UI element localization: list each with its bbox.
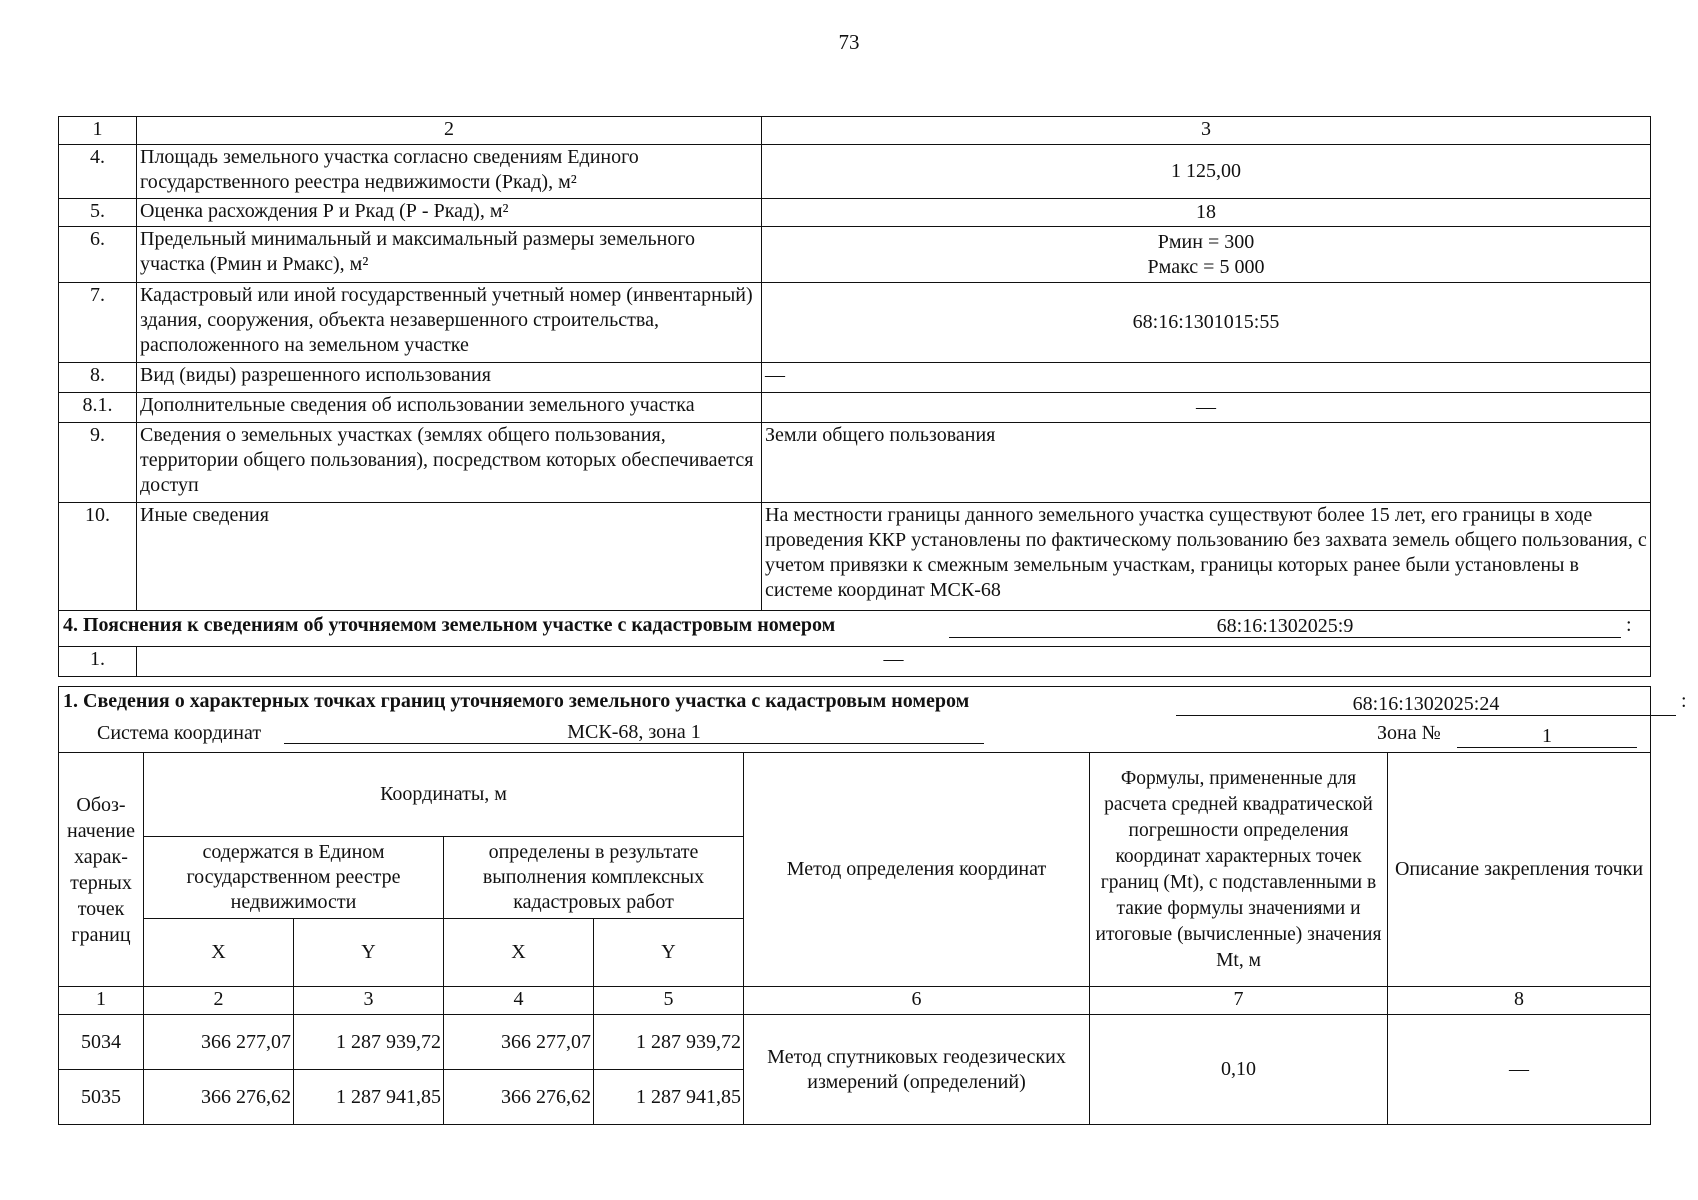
- row-number: 7.: [59, 283, 137, 363]
- header-x-egrn: X: [144, 919, 294, 987]
- row-label: Площадь земельного участка согласно сведениям Единого государственного реестра недвижимости (Ркад), м²: [137, 145, 762, 199]
- table-header-row: [59, 117, 1651, 145]
- section-4-row-value: —: [883, 648, 904, 670]
- row-number: 8.1.: [59, 393, 137, 423]
- description-value: —: [1388, 1015, 1651, 1125]
- header-x-kkr: X: [444, 919, 594, 987]
- row-number: 6.: [59, 227, 137, 283]
- column-number: 1: [59, 987, 144, 1015]
- method-value: Метод спутниковых геодезических измерений (определений): [744, 1015, 1090, 1125]
- coord-system-label: Система координат: [97, 722, 262, 744]
- point-y-egrn: 1 287 941,85: [294, 1070, 444, 1125]
- point-x-egrn: 366 276,62: [144, 1070, 294, 1125]
- section-1-title: 1. Сведения о характерных точках границ уточняемого земельного участка с кадастровым номером: [63, 690, 970, 712]
- table-row: [59, 145, 1651, 199]
- row-number: 1.: [59, 647, 137, 677]
- section-1-colon: :: [1681, 690, 1687, 712]
- section-4-header: [59, 611, 1650, 645]
- row-value: —: [762, 363, 1651, 393]
- row-label: Оценка расхождения Р и Ркад (Р - Ркад), м²: [137, 199, 762, 227]
- section-4-cadastral-number: 68:16:1302025:9: [949, 615, 1621, 638]
- section-1-header-row: [59, 687, 1651, 753]
- section-1-header: [59, 687, 1687, 751]
- row-value: Земли общего пользования: [762, 423, 1651, 503]
- row-value: [762, 227, 1651, 283]
- row-value: На местности границы данного земельного участка существуют более 15 лет, его границы в ходе проведения ККР установлены по фактическому пользованию без захвата земель общего пользования, с учетом привязки к смежным земельным участкам, границы которых ранее были установлены в системе координат МСК-68: [762, 503, 1651, 611]
- point-id: 5035: [59, 1070, 144, 1125]
- header-row-1: [59, 753, 1651, 837]
- row-value: —: [762, 393, 1651, 423]
- header-y-kkr: Y: [594, 919, 744, 987]
- row-value: 18: [762, 199, 1651, 227]
- column-number: 5: [594, 987, 744, 1015]
- column-number: 4: [444, 987, 594, 1015]
- land-plot-info-table: [58, 116, 1651, 677]
- section-1-cadastral-number: 68:16:1302025:24: [1176, 693, 1676, 716]
- row-value: 68:16:1301015:55: [762, 283, 1651, 363]
- section-4-cell: [59, 611, 1651, 647]
- row-number: 9.: [59, 423, 137, 503]
- section-4-colon: :: [1626, 614, 1632, 636]
- section-4-title: 4. Пояснения к сведениям об уточняемом земельном участке с кадастровым номером: [63, 614, 836, 636]
- point-id: 5034: [59, 1015, 144, 1070]
- header-coordinates: Координаты, м: [144, 753, 744, 837]
- column-number: 8: [1388, 987, 1651, 1015]
- header-cell: 2: [137, 117, 762, 145]
- table-row: [59, 393, 1651, 423]
- min-size-value: Рмин = 300: [1157, 230, 1255, 253]
- point-x-egrn: 366 277,07: [144, 1015, 294, 1070]
- column-number: 3: [294, 987, 444, 1015]
- header-egrn: содержатся в Едином государственном реестре недвижимости: [144, 837, 444, 919]
- table-row: [59, 363, 1651, 393]
- row-number: 4.: [59, 145, 137, 199]
- header-formulas: Формулы, примененные для расчета средней квадратической погрешности определения координат характерных точек границ (Mt), с подставленными в такие формулы значениями и итоговые (вычисленные) значения Mt, м: [1090, 753, 1388, 987]
- row-label: Иные сведения: [137, 503, 762, 611]
- point-x-kkr: 366 277,07: [444, 1015, 594, 1070]
- section-4-row: [59, 647, 1651, 677]
- table-row: [59, 227, 1651, 283]
- header-description: Описание закрепления точки: [1388, 753, 1651, 987]
- row-value: [137, 647, 1651, 677]
- row-number: 10.: [59, 503, 137, 611]
- mt-value: 0,10: [1090, 1015, 1388, 1125]
- coord-system-value: МСК-68, зона 1: [284, 721, 984, 744]
- column-number: 6: [744, 987, 1090, 1015]
- max-size-value: Рмакс = 5 000: [1147, 255, 1265, 278]
- row-label: Дополнительные сведения об использовании земельного участка: [137, 393, 762, 423]
- row-label: Предельный минимальный и максимальный размеры земельного участка (Рмин и Рмакс), м²: [137, 227, 762, 283]
- table-row: [59, 423, 1651, 503]
- row-label: Кадастровый или иной государственный учетный номер (инвентарный) здания, сооружения, объекта незавершенного строительства, расположенного на земельном участке: [137, 283, 762, 363]
- table-row: [59, 283, 1651, 363]
- section-1-cell: [59, 687, 1687, 753]
- column-number: 2: [144, 987, 294, 1015]
- row-value: 1 125,00: [762, 145, 1651, 199]
- row-label: Вид (виды) разрешенного использования: [137, 363, 762, 393]
- table-row: [59, 1015, 1651, 1070]
- point-x-kkr: 366 276,62: [444, 1070, 594, 1125]
- point-y-kkr: 1 287 939,72: [594, 1015, 744, 1070]
- zone-value: 1: [1457, 725, 1637, 748]
- point-y-kkr: 1 287 941,85: [594, 1070, 744, 1125]
- row-label: Сведения о земельных участках (землях общего пользования, территории общего пользования), посредством которых обеспечивается доступ: [137, 423, 762, 503]
- row-number: 8.: [59, 363, 137, 393]
- table-row: [59, 199, 1651, 227]
- column-numbers-row: [59, 987, 1651, 1015]
- header-y-egrn: Y: [294, 919, 444, 987]
- column-number: 7: [1090, 987, 1388, 1015]
- header-cell: 3: [762, 117, 1651, 145]
- header-designation: Обоз-начение харак-терных точек границ: [59, 753, 144, 987]
- boundary-points-table: [58, 686, 1687, 1125]
- header-cell: 1: [59, 117, 137, 145]
- row-number: 5.: [59, 199, 137, 227]
- zone-label: Зона №: [1377, 722, 1441, 744]
- table-row: [59, 503, 1651, 611]
- header-method: Метод определения координат: [744, 753, 1090, 987]
- point-y-egrn: 1 287 939,72: [294, 1015, 444, 1070]
- page-number: 73: [838, 30, 860, 54]
- section-4-header-row: [59, 611, 1651, 647]
- header-kkr: определены в результате выполнения комплексных кадастровых работ: [444, 837, 744, 919]
